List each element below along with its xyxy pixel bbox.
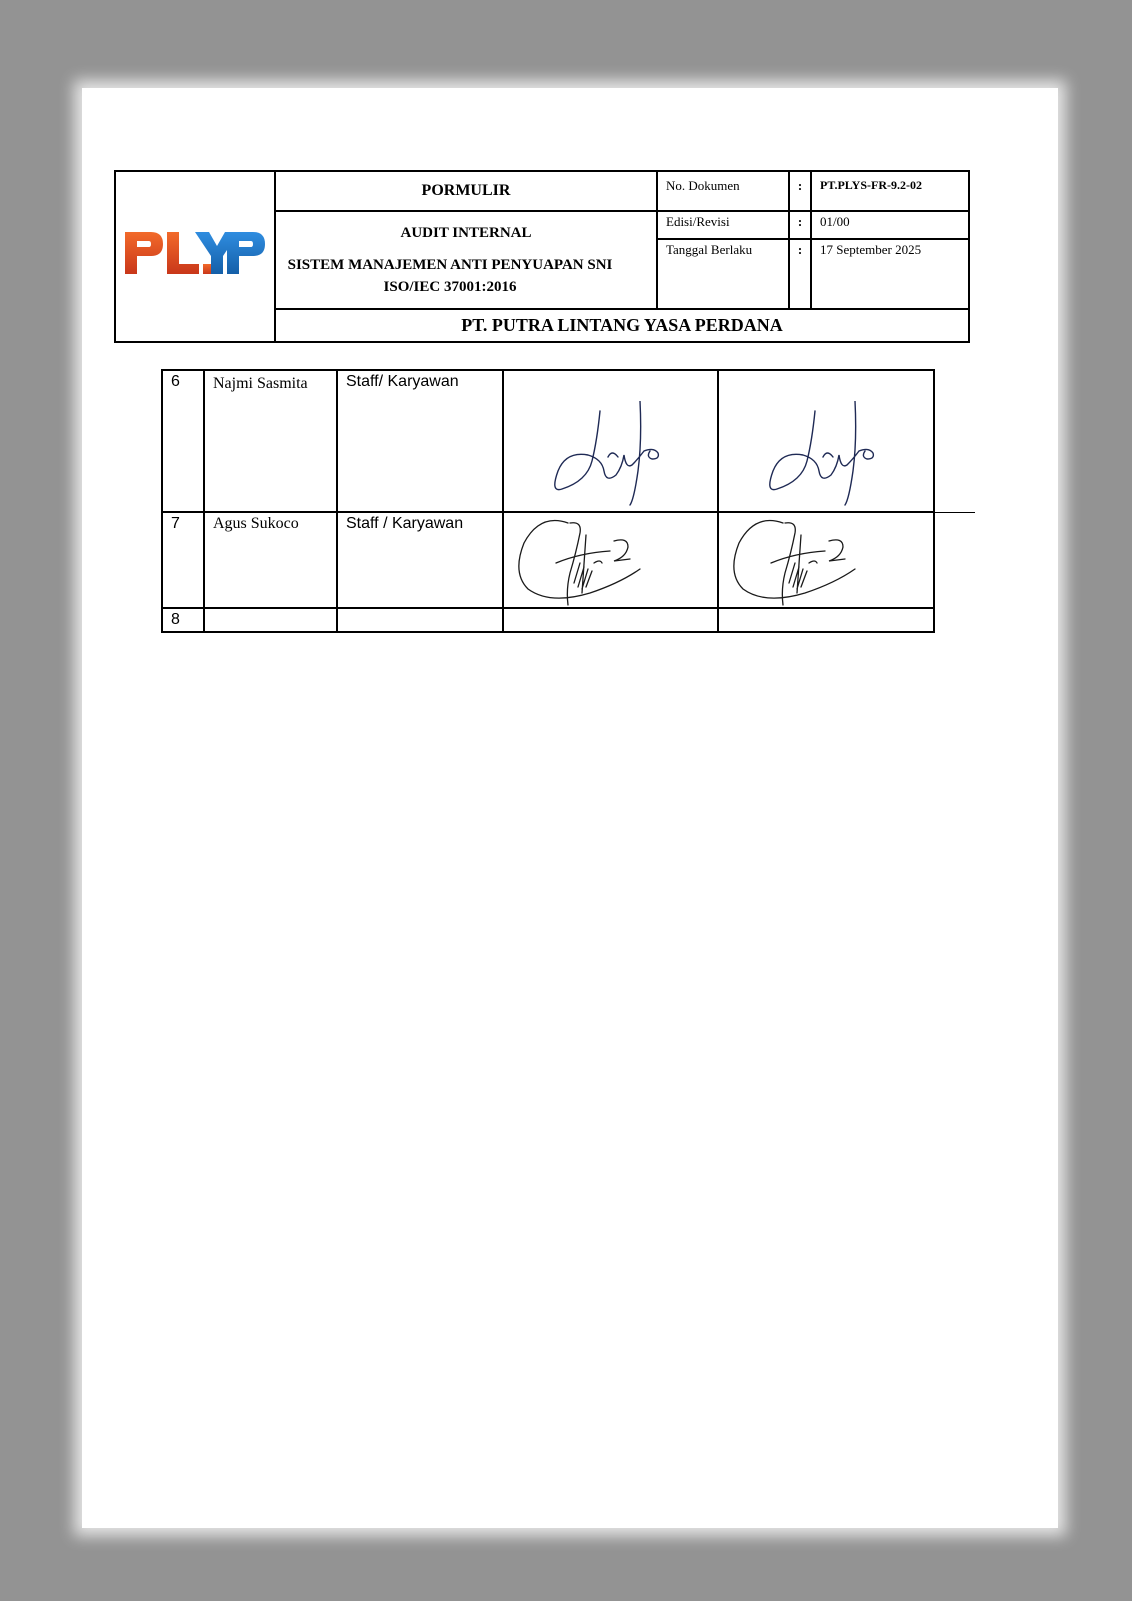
meta-value-effective-date: 17 September 2025 [811, 239, 969, 309]
document-page [82, 88, 1058, 1528]
participant-position: Staff/ Karyawan [337, 370, 503, 512]
signature-cell [718, 370, 934, 512]
form-label: PORMULIR [275, 171, 657, 211]
meta-value-revision: 01/00 [811, 211, 969, 239]
signature-cell [718, 512, 934, 608]
meta-sep: : [789, 211, 811, 239]
meta-label-revision: Edisi/Revisi [657, 211, 789, 239]
row-number: 8 [162, 608, 204, 632]
row-number: 6 [162, 370, 204, 512]
title-line-2: SISTEM MANAJEMEN ANTI PENYUAPAN SNI ISO/IEC 37001:2016 [287, 257, 613, 295]
meta-label-effective-date: Tanggal Berlaku [657, 239, 789, 309]
participant-name [204, 608, 337, 632]
form-title [275, 211, 657, 309]
company-logo [115, 171, 275, 342]
row-number: 7 [162, 512, 204, 608]
signature-agus-icon [725, 513, 875, 609]
participant-name: Agus Sukoco [204, 512, 337, 608]
table-row [162, 370, 934, 512]
meta-value-doc-no: PT.PLYS-FR-9.2-02 [811, 171, 969, 211]
signature-najmi-icon [757, 401, 897, 509]
signature-cell [503, 370, 718, 512]
participant-position [337, 608, 503, 632]
signature-cell [503, 512, 718, 608]
meta-sep: : [789, 239, 811, 309]
meta-label-doc-no: No. Dokumen [657, 171, 789, 211]
company-name: PT. PUTRA LINTANG YASA PERDANA [275, 309, 969, 342]
title-line-1: AUDIT INTERNAL [400, 225, 532, 241]
signature-cell [718, 608, 934, 632]
document-header [114, 170, 970, 343]
participant-position: Staff / Karyawan [337, 512, 503, 608]
signature-najmi-icon [542, 401, 682, 509]
signature-cell [503, 608, 718, 632]
plyp-logo-icon [121, 224, 269, 284]
participant-name: Najmi Sasmita [204, 370, 337, 512]
meta-sep: : [789, 171, 811, 211]
table-row [162, 512, 934, 608]
signature-agus-icon [510, 513, 660, 609]
attendance-table [161, 369, 935, 633]
table-row [162, 608, 934, 632]
